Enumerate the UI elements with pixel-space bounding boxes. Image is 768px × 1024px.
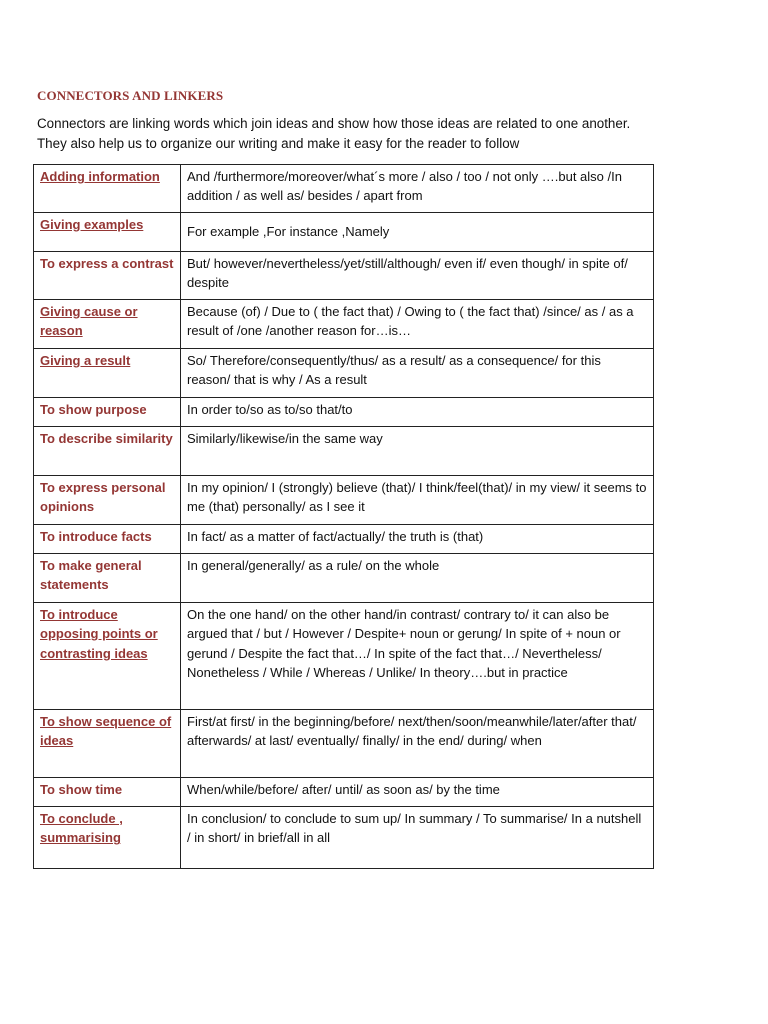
category-label: To conclude , summarising	[40, 811, 123, 846]
category-label: To make general statements	[40, 558, 142, 593]
table-row	[34, 165, 654, 213]
connectors-cell: But/ however/nevertheless/yet/still/although/ even if/ even though/ in spite of/ despite	[181, 252, 654, 300]
category-label: To show purpose	[40, 402, 147, 417]
table-row	[34, 778, 654, 807]
connectors-cell: In order to/so as to/so that/to	[181, 398, 654, 427]
category-cell	[34, 300, 181, 349]
table-row	[34, 427, 654, 476]
category-label: Giving examples	[40, 217, 144, 232]
connectors-cell: Similarly/likewise/in the same way	[181, 427, 654, 476]
table-row	[34, 525, 654, 554]
category-cell	[34, 349, 181, 398]
page-title: CONNECTORS AND LINKERS	[37, 88, 224, 103]
category-label: To express personal opinions	[40, 480, 166, 515]
category-label: To introduce facts	[40, 529, 152, 544]
category-cell	[34, 213, 181, 252]
table-row	[34, 710, 654, 778]
category-cell	[34, 252, 181, 300]
category-label: Adding information	[40, 169, 160, 184]
category-cell	[34, 554, 181, 603]
connectors-cell: First/at first/ in the beginning/before/ next/then/soon/meanwhile/later/after that/ afterwards/ at last/ eventually/ finally/ in the end/ during/ when	[181, 710, 654, 778]
connectors-cell: On the one hand/ on the other hand/in contrast/ contrary to/ it can also be argued that / but / However / Despite+ noun or gerung/ In spite of + noun or gerund / Despite the fact that…/ In spite of the fact that…/ Nevertheless/ Nonetheless / While / Whereas / Unlike/ In theory….but in practice	[181, 603, 654, 710]
category-cell	[34, 165, 181, 213]
connectors-cell: In fact/ as a matter of fact/actually/ the truth is (that)	[181, 525, 654, 554]
category-label: To describe similarity	[40, 431, 173, 446]
category-cell	[34, 427, 181, 476]
table-row	[34, 300, 654, 349]
table-row	[34, 476, 654, 525]
category-label: To show sequence of ideas	[40, 714, 172, 749]
category-label: To show time	[40, 782, 123, 797]
connectors-table	[33, 164, 654, 869]
connectors-cell: So/ Therefore/consequently/thus/ as a result/ as a consequence/ for this reason/ that is why / As a result	[181, 349, 654, 398]
table-row	[34, 398, 654, 427]
category-label: Giving a result	[40, 353, 131, 368]
intro-paragraph: Connectors are linking words which join ideas and show how those ideas are related to one another. They also help us to organize our writing and make it easy for the reader to follow	[37, 116, 631, 151]
connectors-cell: In my opinion/ I (strongly) believe (that)/ I think/feel(that)/ in my view/ it seems to me (that) personally/ as I see it	[181, 476, 654, 525]
category-label: To express a contrast	[40, 256, 174, 271]
table-row	[34, 603, 654, 710]
category-cell	[34, 398, 181, 427]
connectors-cell: In general/generally/ as a rule/ on the whole	[181, 554, 654, 603]
category-cell	[34, 807, 181, 869]
table-row	[34, 213, 654, 252]
category-cell	[34, 778, 181, 807]
category-cell	[34, 525, 181, 554]
category-label: Giving cause or reason	[40, 304, 138, 339]
table-row	[34, 807, 654, 869]
table-row	[34, 349, 654, 398]
connectors-cell: Because (of) / Due to ( the fact that) / Owing to ( the fact that) /since/ as / as a result of /one /another reason for…is…	[181, 300, 654, 349]
category-cell	[34, 710, 181, 778]
connectors-cell: And /furthermore/moreover/what´s more / also / too / not only ….but also /In addition / as well as/ besides / apart from	[181, 165, 654, 213]
category-label: To introduce opposing points or contrasting ideas	[40, 607, 158, 661]
connectors-cell: In conclusion/ to conclude to sum up/ In summary / To summarise/ In a nutshell / in short/ in brief/all in all	[181, 807, 654, 869]
category-cell	[34, 476, 181, 525]
table-row	[34, 252, 654, 300]
connectors-cell: When/while/before/ after/ until/ as soon as/ by the time	[181, 778, 654, 807]
category-cell	[34, 603, 181, 710]
table-row	[34, 554, 654, 603]
connectors-cell: For example ,For instance ,Namely	[181, 213, 654, 252]
